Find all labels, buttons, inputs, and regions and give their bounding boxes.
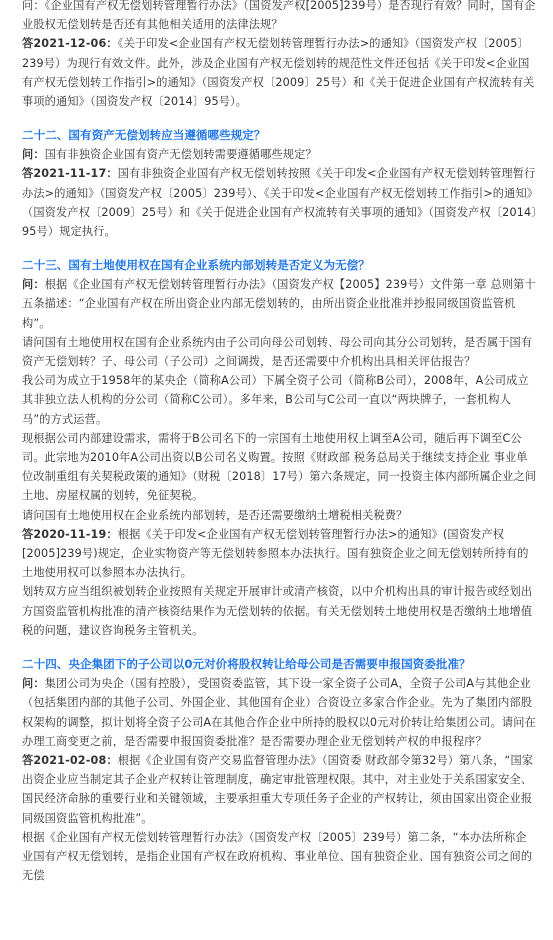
section-22-question: 问：国有非独资企业国有资产无偿划转需要遵循哪些规定？ [22, 148, 317, 162]
section-24-answer: 答2021-02-08：根据《企业国有资产交易监督管理办法》（国资委 财政部令第32号）第八条，“国家出资企业应当制定其子企业产权转让管理制度，确定审批管理权限。其中，对主业处于关系国家安全、国民经济命脉的重要行业和关键领域，主要承担重大专项任务子企业的产权转让，须由国家出资企业报同级国资监管机构批准”。 [22, 753, 534, 825]
section-23-answer: 答2020-11-19：根据《关于印发<企业国有产权无偿划转管理暂行办法>的通知》(国资发产权[2005]239号)规定，企业实物资产等无偿划转参照本办法执行。国有独资企业之间无偿划转所持有的土地使用权可以参照本办法执行。 [22, 527, 529, 580]
section-24-question: 问：集团公司为央企（国有控股），受国资委监管，其下设一家全资子公司A，全资子公司A与其他企业（包括集团内部的其他子公司、外国企业、其他国有企业）合资设立多家合作企业。先为了集团内部股权架构的调整，拟计划将全资子公司A在其他合作企业中所持的股权以0元对价转让给集团公司。请问在办理工商变更之前，是否需要申报国资委批准？是否需要办理企业无偿划转产权的申报程序？ [22, 677, 536, 748]
section-24-answer-p2: 根据《企业国有产权无偿划转管理暂行办法》（国资发产权〔2005〕239号）第二条，“本办法所称企业国有产权无偿划转，是指企业国有产权在政府机构、事业单位、国有独资企业、国有独资公司之间的无偿 [22, 830, 533, 883]
section-23-question-p2: 请问国有土地使用权在国有企业系统内由子公司向母公司划转、母公司向其分公司划转，是否属于国有资产无偿划转？子、母公司（子公司）之间调拨，是否还需要中介机构出具相关评估报告？ [22, 335, 533, 369]
answer-text: 答2021-12-06：《关于印发<企业国有产权无偿划转管理暂行办法>的通知》（国资发产权〔2005〕239号）为现行有效文件。此外，涉及企业国有产权无偿划转的规范性文件还包括《关于印发<企业国有产权无偿划转工作指引>的通知》（国资发产权〔2009〕25号）和《关于促进企业国有产权流转有关事项的通知》（国资发产权〔2014〕95号）。 [22, 37, 535, 109]
section-23-question: 问：根据《企业国有产权无偿划转管理暂行办法》（国资发产权【2005】239号）文件第一章 总则第十五条描述：“企业国有产权在所出资企业内部无偿划转的，由所出资企业批准并抄报同级国资监管机构”。 [22, 278, 536, 330]
section-23-question-p4: 现根据公司内部建设需求，需将于B公司名下的一宗国有土地使用权上调至A公司，随后再下调至C公司。此宗地为2010年A公司出资以B公司名义购置。按照《财政部 税务总局关于继续支持企业 事业单位改制重组有关契税政策的通知》（财税〔2018〕17号）第六条规定，同一投资主体内部所属企业之间土地、房屋权属的划转，免征契税。 [22, 431, 537, 503]
section-23-question-p3: 我公司为成立于1958年的某央企（简称A公司）下属全资子公司（简称B公司），2008年，A公司成立其非独立法人机构的分公司（简称C公司）。多年来，B公司与C公司一直以“两块牌子，一套机构人马”的方式运营。 [22, 374, 529, 426]
section-23-question-p5: 请问国有土地使用权在企业系统内部划转，是否还需要缴纳土增税相关税费？ [22, 508, 408, 522]
section-22-heading: 二十二、国有资产无偿划转应当遵循哪些规定？ [22, 128, 266, 143]
section-22-answer: 答2021-11-17：国有非独资企业国有产权无偿划转按照《关于印发<企业国有产权无偿划转管理暂行办法>的通知》（国资发产权〔2005〕239号）、《关于印发<企业国有产权无偿划转工作指引>的通知》（国资发产权〔2009〕25号）和《关于促进企业国有产权流转有关事项的通知》（国资发产权〔2014〕95号）规定执行。 [22, 167, 537, 239]
section-23-answer-p2: 划转双方应当组织被划转企业按照有关规定开展审计或清产核资，以中介机构出具的审计报告或经划出方国资监管机构批准的清产核资结果作为无偿划转的依据。有关无偿划转土地使用权是否缴纳土地增值税的问题，建议咨询税务主管机关。 [22, 585, 533, 637]
question-text: 问：《企业国有产权无偿划转管理暂行办法》（国资发产权[2005]239号）是否现行有效？同时，国有企业股权无偿划转是否还有其他相关适用的法律法规？ [22, 0, 536, 32]
section-24-heading: 二十四、央企集团下的子公司以0元对价将股权转让给母公司是否需要申报国资委批准？ [22, 657, 471, 672]
section-23-heading: 二十三、国有土地使用权在国有企业系统内部划转是否定义为无偿？ [22, 258, 370, 273]
